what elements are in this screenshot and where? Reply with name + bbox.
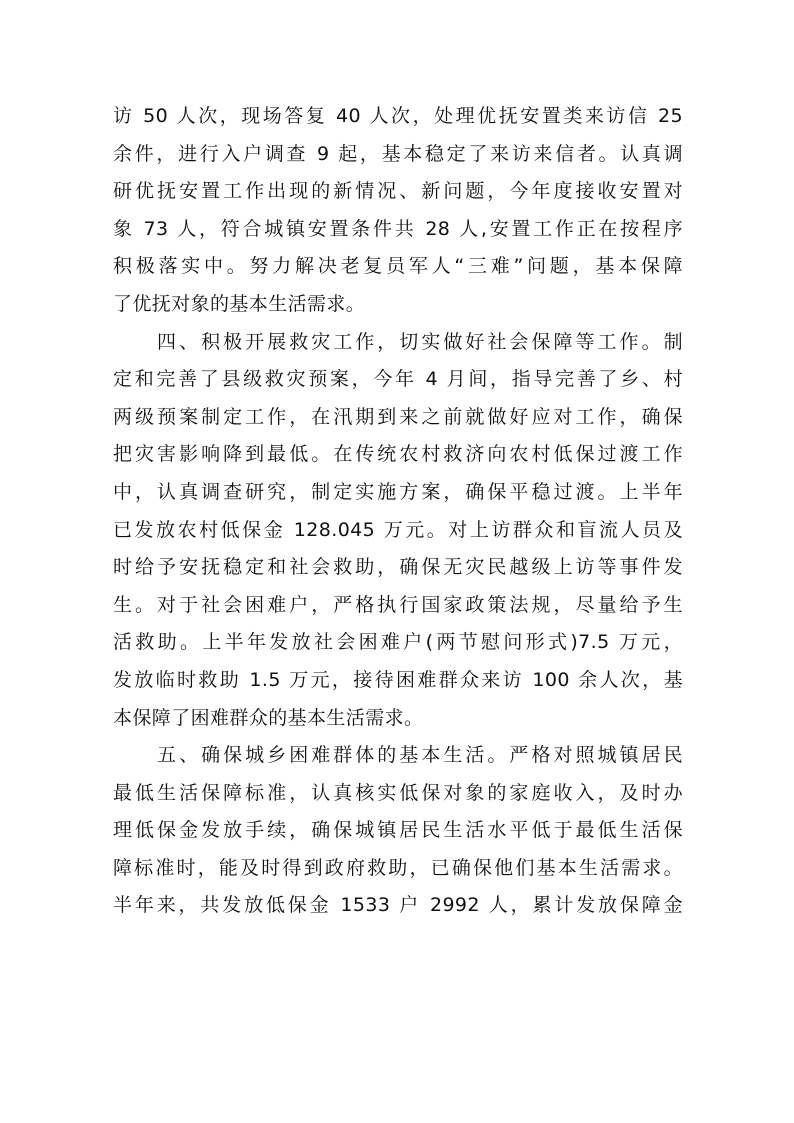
text-line: 最低生活保障标准，认真核实低保对象的家庭收入，及时办 — [113, 781, 683, 804]
text-line: 象 73 人，符合城镇安置条件共 28 人,安置工作正在按程序 — [113, 217, 683, 240]
text-line: 研优抚安置工作出现的新情况、新问题，今年度接收安置对 — [113, 180, 683, 203]
text-line: 本保障了困难群众的基本生活需求。 — [113, 706, 424, 729]
text-line: 访 50 人次，现场答复 40 人次，处理优抚安置类来访信 25 — [113, 105, 683, 127]
section-four-heading-line: 四、积极开展救灾工作，切实做好社会保障等工作。制 — [113, 330, 683, 353]
text-line: 已发放农村低保金 128.045 万元。对上访群众和盲流人员及 — [113, 518, 683, 541]
section-five-heading-line: 五、确保城乡困难群体的基本生活。严格对照城镇居民 — [113, 744, 683, 767]
text-line: 把灾害影响降到最低。在传统农村救济向农村低保过渡工作 — [113, 443, 683, 466]
text-line: 余件，进行入户调查 9 起，基本稳定了来访来信者。认真调 — [113, 142, 683, 165]
text-line: 理低保金发放手续，确保城镇居民生活水平低于最低生活保 — [113, 819, 683, 842]
text-line: 中，认真调查研究，制定实施方案，确保平稳过渡。上半年 — [113, 480, 683, 503]
text-line: 定和完善了县级救灾预案，今年 4 月间，指导完善了乡、村 — [113, 368, 683, 391]
text-line: 了优抚对象的基本生活需求。 — [113, 292, 366, 315]
text-line: 生。对于社会困难户，严格执行国家政策法规，尽量给予生 — [113, 593, 683, 616]
text-line: 发放临时救助 1.5 万元，接待困难群众来访 100 余人次，基 — [113, 668, 683, 691]
text-line: 时给予安抚稳定和社会救助，确保无灾民越级上访等事件发 — [113, 556, 683, 579]
text-line: 活救助。上半年发放社会困难户(两节慰问形式)7.5 万元， — [113, 631, 683, 654]
text-line: 障标准时，能及时得到政府救助，已确保他们基本生活需求。 — [113, 856, 683, 879]
text-line: 两级预案制定工作，在汛期到来之前就做好应对工作，确保 — [113, 405, 683, 428]
text-line: 积极落实中。努力解决老复员军人“三难”问题，基本保障 — [113, 255, 683, 278]
text-line: 半年来，共发放低保金 1533 户 2992 人，累计发放保障金 — [113, 894, 683, 917]
body-text — [113, 98, 683, 925]
